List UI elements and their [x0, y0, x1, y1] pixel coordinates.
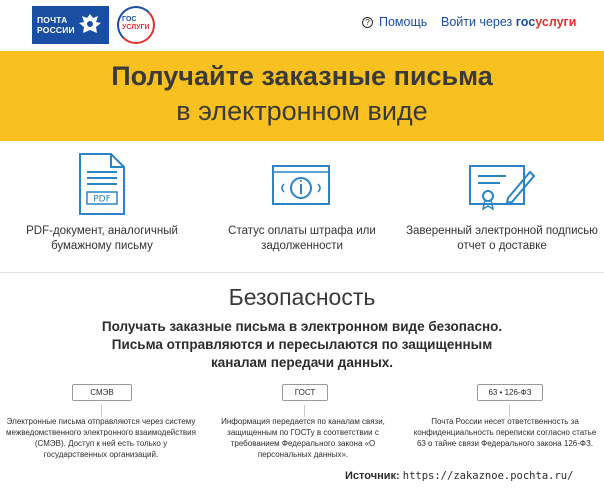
source-label: Источник: [345, 470, 400, 482]
security-title: Безопасность [228, 284, 376, 310]
payment-info-icon [270, 152, 334, 216]
tag-gost: ГОСТ [282, 384, 328, 401]
feature-pdf-caption: PDF-документ, аналогичный бумажному письму [26, 225, 178, 252]
column-smev-text: Электронные письма отправляются через систему межведомственного электронного взаимодействия (СМЭВ). Доступ к ней есть только у государственных организаций. [6, 417, 196, 459]
feature-certificate-caption: Заверенный электронной подписью отчет о доставке [406, 225, 598, 252]
feature-payment [202, 152, 402, 254]
source-url[interactable]: https://zakaznoe.pochta.ru/ [402, 470, 574, 482]
gosuslugi-logo-line2: УСЛУГИ [122, 24, 150, 31]
section-divider [0, 272, 604, 273]
question-circle-icon: ? [362, 17, 373, 28]
help-link[interactable] [362, 15, 427, 29]
hero-title-line2: в электронном виде [176, 96, 428, 126]
login-gosuslugi-link[interactable] [441, 15, 576, 29]
certificate-sign-icon [464, 152, 540, 216]
hero-title-line1: Получайте заказные письма [111, 61, 493, 91]
tag-law: 63 • 126-ФЗ [477, 384, 543, 401]
column-gost-text: Информация передается по каналам связи, защищенным по ГОСТу в соответствии с требованием Федерального закона «О персональных данных». [221, 417, 385, 459]
site-header [0, 0, 604, 50]
gosuslugi-logo-line1: ГОС [122, 16, 137, 23]
pdf-label: PDF [93, 194, 111, 205]
login-prefix: Войти через [441, 15, 513, 29]
feature-pdf [2, 152, 202, 254]
pdf-document-icon [77, 152, 127, 216]
pochta-logo[interactable] [32, 6, 109, 44]
eagle-emblem-icon [75, 10, 105, 40]
login-uslugi: услуги [535, 15, 577, 29]
feature-certificate [402, 152, 602, 254]
gosuslugi-logo[interactable] [117, 6, 155, 44]
source-caption [345, 470, 573, 482]
feature-payment-caption: Статус оплаты штрафа или задолженности [228, 225, 376, 252]
help-label: Помощь [379, 15, 428, 29]
tag-smev: СМЭВ [72, 384, 132, 401]
hero-banner [0, 51, 604, 141]
column-law-text: Почта России несет ответственность за конфиденциальность переписки согласно статье 63 о тайне связи Федерального закона 126-ФЗ. [413, 417, 597, 448]
security-text: Получать заказные письма в электронном виде безопасно. Письма отправляются и пересылаются по защищенным каналам передачи данных. [101, 319, 503, 370]
pochta-logo-text: ПОЧТА РОССИИ [37, 15, 75, 35]
login-gos: гос [515, 15, 536, 29]
